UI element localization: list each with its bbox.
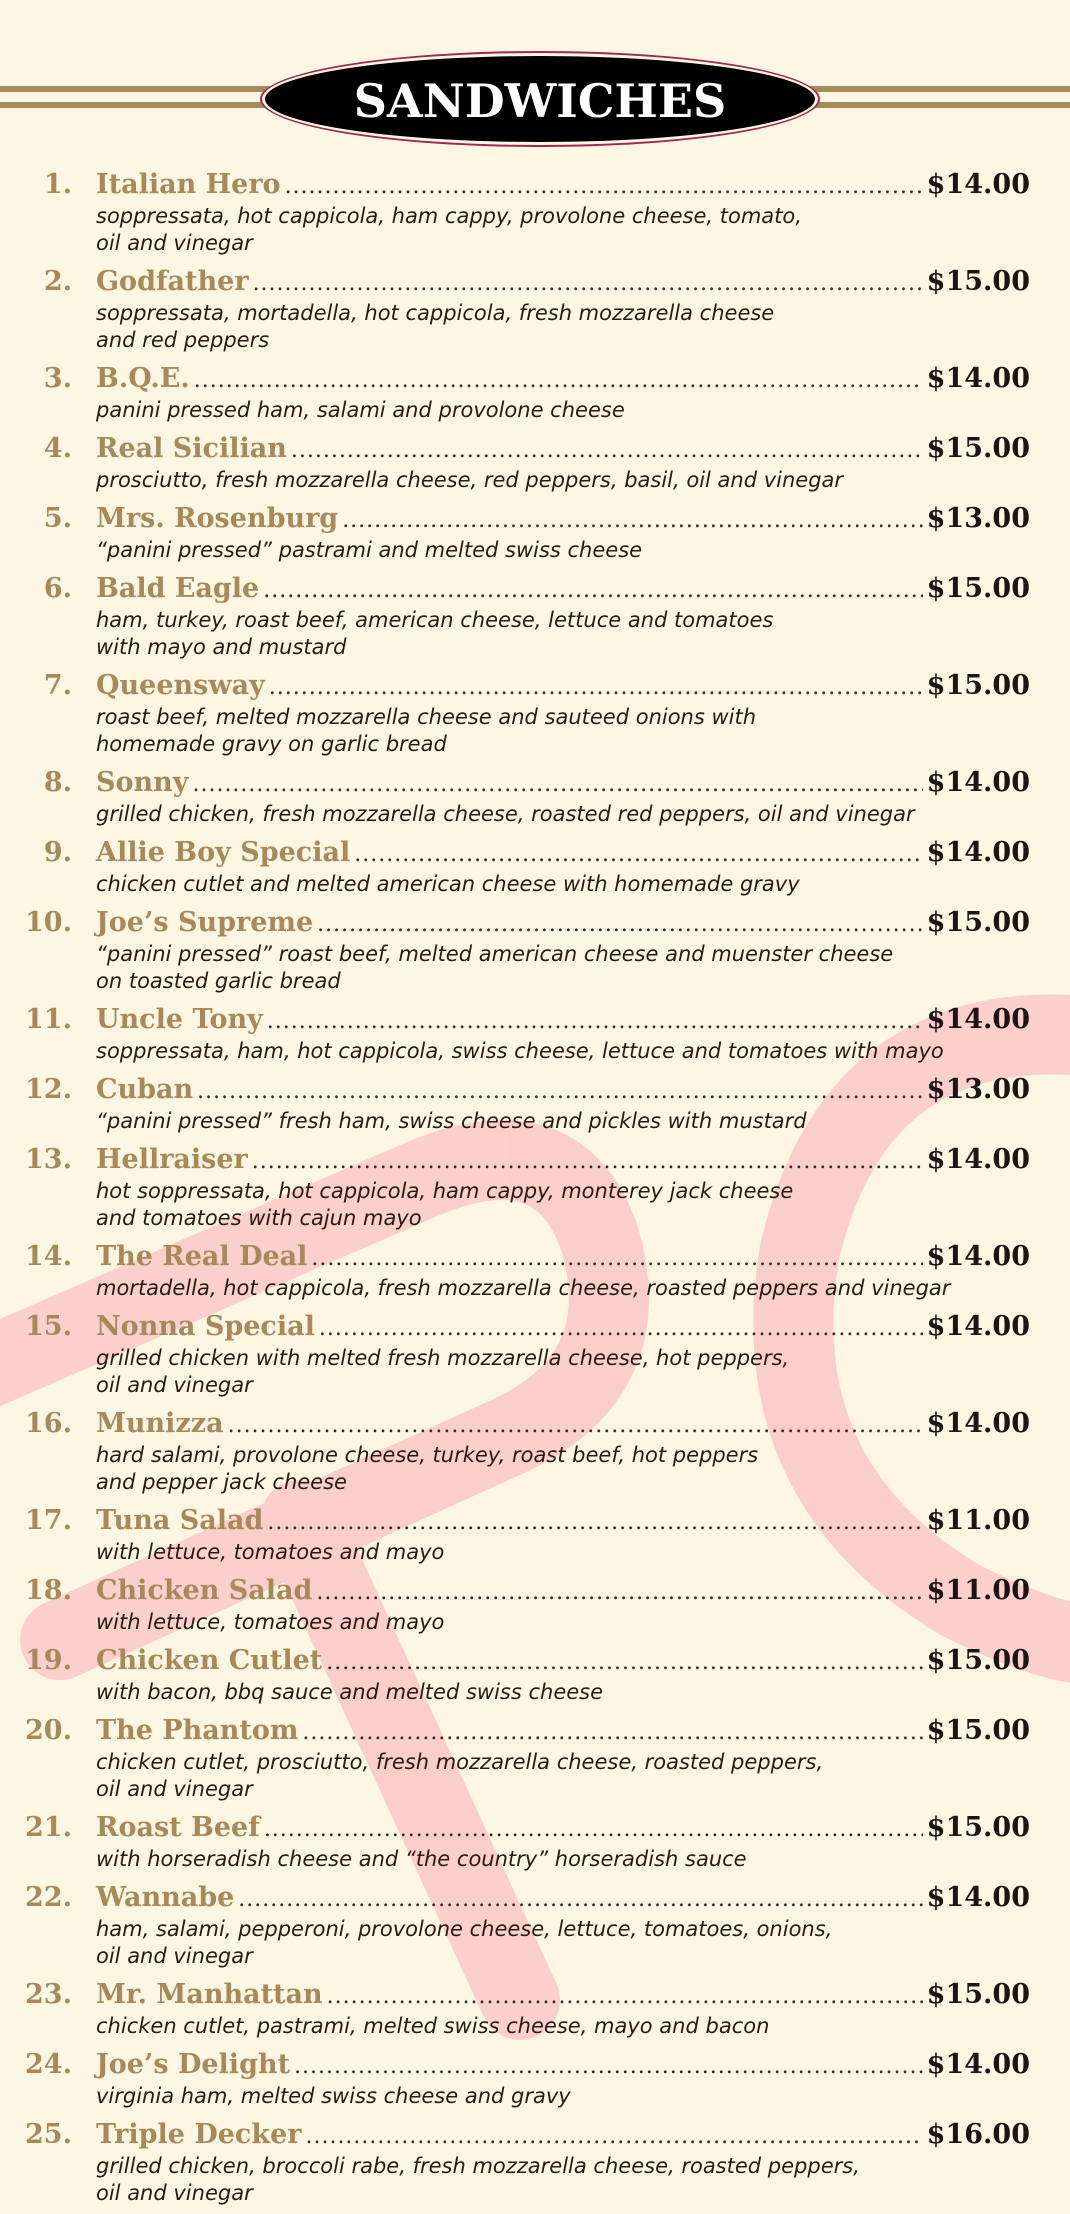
item-price: $14.00 [926, 1311, 1030, 1342]
item-header-row [96, 1239, 1030, 1275]
item-header-row [96, 1713, 1030, 1749]
dot-leader [192, 767, 922, 803]
item-price: $14.00 [926, 1408, 1030, 1439]
item-number: 18. [25, 1575, 72, 1606]
item-price: $15.00 [926, 1812, 1030, 1843]
item-description: chicken cutlet, pastrami, melted swiss cheese, mayo and bacon [96, 2014, 770, 2038]
item-price: $11.00 [926, 1575, 1030, 1606]
menu-item [0, 1142, 1030, 1232]
item-price: $15.00 [926, 670, 1030, 701]
item-name: Tuna Salad [96, 1505, 264, 1536]
item-description: roast beef, melted mozzarella cheese and sauteed onions with homemade gravy on garlic bread [96, 705, 757, 756]
item-price: $13.00 [926, 503, 1030, 534]
dot-leader [238, 1882, 922, 1918]
menu-item [0, 1309, 1030, 1399]
item-description: soppressata, hot cappicola, ham cappy, provolone cheese, tomato, oil and vinegar [96, 204, 802, 255]
item-header-row [96, 1142, 1030, 1178]
item-header-row [96, 264, 1030, 300]
dot-leader [319, 1311, 923, 1347]
item-price: $15.00 [926, 1645, 1030, 1676]
item-number: 14. [25, 1241, 72, 1272]
item-price: $15.00 [926, 266, 1030, 297]
dot-leader [194, 363, 923, 399]
item-number: 20. [25, 1715, 72, 1746]
dot-leader [327, 1979, 923, 2015]
item-price: $16.00 [926, 2119, 1030, 2150]
item-description: with bacon, bbq sauce and melted swiss cheese [96, 1680, 604, 1704]
item-description: chicken cutlet and melted american cheese with homemade gravy [96, 872, 800, 896]
item-description: mortadella, hot cappicola, fresh mozzarella cheese, roasted peppers and vinegar [96, 1276, 951, 1300]
item-name: The Phantom [96, 1715, 299, 1746]
item-price: $14.00 [926, 1144, 1030, 1175]
item-number: 10. [25, 907, 72, 938]
item-description: grilled chicken with melted fresh mozzarella cheese, hot peppers, oil and vinegar [96, 1346, 790, 1397]
item-description: with horseradish cheese and “the country” horseradish sauce [96, 1847, 747, 1871]
item-number: 16. [25, 1408, 72, 1439]
item-number: 24. [25, 2049, 72, 2080]
item-price: $14.00 [926, 2049, 1030, 2080]
dot-leader [354, 837, 922, 873]
item-number: 5. [43, 503, 72, 534]
menu-item [0, 1503, 1030, 1566]
menu-item [0, 501, 1030, 564]
item-description: grilled chicken, fresh mozzarella cheese, roasted red peppers, oil and vinegar [96, 802, 915, 826]
item-price: $15.00 [926, 907, 1030, 938]
item-price: $15.00 [926, 433, 1030, 464]
item-description: with lettuce, tomatoes and mayo [96, 1610, 445, 1634]
item-description: prosciutto, fresh mozzarella cheese, red peppers, basil, oil and vinegar [96, 468, 844, 492]
item-number: 6. [43, 573, 72, 604]
item-name: Nonna Special [96, 1311, 315, 1342]
dot-leader [311, 1241, 922, 1277]
menu-item [0, 361, 1030, 424]
item-number: 21. [25, 1812, 72, 1843]
item-name: Allie Boy Special [96, 837, 351, 868]
item-number: 17. [25, 1505, 72, 1536]
item-name: Joe’s Supreme [96, 907, 314, 938]
item-name: Triple Decker [96, 2119, 302, 2150]
item-description: chicken cutlet, prosciutto, fresh mozzarella cheese, roasted peppers, oil and vinegar [96, 1750, 824, 1801]
item-header-row [96, 431, 1030, 467]
menu-item [0, 1713, 1030, 1803]
item-price: $13.00 [926, 1074, 1030, 1105]
menu-item [0, 167, 1030, 257]
item-description: ham, salami, pepperoni, provolone cheese, lettuce, tomatoes, onions, oil and vinegar [96, 1917, 833, 1968]
item-number: 25. [25, 2119, 72, 2150]
item-number: 23. [25, 1979, 72, 2010]
item-number: 12. [25, 1074, 72, 1105]
menu-item [0, 2047, 1030, 2110]
item-description: soppressata, ham, hot cappicola, swiss cheese, lettuce and tomatoes with mayo [96, 1039, 944, 1063]
item-header-row [96, 361, 1030, 397]
item-number: 8. [43, 767, 72, 798]
item-number: 9. [43, 837, 72, 868]
item-header-row [96, 1309, 1030, 1345]
item-description: virginia ham, melted swiss cheese and gravy [96, 2084, 571, 2108]
item-header-row [96, 1643, 1030, 1679]
dot-leader [294, 2049, 923, 2085]
dot-leader [291, 433, 923, 469]
dot-leader [302, 1715, 922, 1751]
dot-leader [305, 2119, 922, 2155]
section-title: SANDWICHES [353, 74, 727, 128]
item-header-row [96, 2117, 1030, 2153]
item-number: 3. [43, 363, 72, 394]
item-name: Hellraiser [96, 1144, 248, 1175]
item-header-row [96, 905, 1030, 941]
menu-item [0, 1573, 1030, 1636]
item-name: Roast Beef [96, 1812, 260, 1843]
item-name: Italian Hero [96, 169, 281, 200]
dot-leader [269, 670, 923, 706]
dot-leader [267, 1004, 923, 1040]
menu-item [0, 905, 1030, 995]
item-description: “panini pressed” pastrami and melted swiss cheese [96, 538, 643, 562]
item-number: 1. [43, 169, 72, 200]
item-description: hot soppressata, hot cappicola, ham cappy, monterey jack cheese and tomatoes with cajun mayo [96, 1179, 794, 1230]
dot-leader [253, 266, 923, 302]
item-header-row [96, 1573, 1030, 1609]
item-number: 7. [43, 670, 72, 701]
item-description: grilled chicken, broccoli rabe, fresh mozzarella cheese, roasted peppers, oil and vinegar [96, 2154, 860, 2205]
dot-leader [342, 503, 922, 539]
item-name: Joe’s Delight [96, 2049, 291, 2080]
item-header-row [96, 2047, 1030, 2083]
item-name: Chicken Salad [96, 1575, 313, 1606]
item-price: $15.00 [926, 1715, 1030, 1746]
menu-item [0, 1002, 1030, 1065]
item-header-row [96, 501, 1030, 537]
menu-item [0, 1810, 1030, 1873]
dot-leader [228, 1408, 923, 1444]
menu-item [0, 1239, 1030, 1302]
menu-item [0, 1977, 1030, 2040]
dot-leader [316, 1575, 922, 1611]
item-header-row [96, 1072, 1030, 1108]
item-name: Sonny [96, 767, 189, 798]
item-number: 19. [25, 1645, 72, 1676]
item-number: 13. [25, 1144, 72, 1175]
item-description: “panini pressed” roast beef, melted american cheese and muenster cheese on toasted garlic bread [96, 942, 894, 993]
item-name: Queensway [96, 670, 265, 701]
item-name: The Real Deal [96, 1241, 308, 1272]
dot-leader [197, 1074, 923, 1110]
item-price: $14.00 [926, 363, 1030, 394]
item-price: $11.00 [926, 1505, 1030, 1536]
item-header-row [96, 1810, 1030, 1846]
menu-item [0, 668, 1030, 758]
item-header-row [96, 167, 1030, 203]
item-number: 2. [43, 266, 72, 297]
item-name: Godfather [96, 266, 249, 297]
item-name: B.Q.E. [96, 363, 190, 394]
item-number: 15. [25, 1311, 72, 1342]
dot-leader [317, 907, 923, 943]
item-price: $14.00 [926, 1004, 1030, 1035]
item-name: Munizza [96, 1408, 224, 1439]
item-name: Wannabe [96, 1882, 235, 1913]
item-name: Cuban [96, 1074, 194, 1105]
item-name: Real Sicilian [96, 433, 287, 464]
item-header-row [96, 1406, 1030, 1442]
menu-item [0, 1406, 1030, 1496]
item-description: with lettuce, tomatoes and mayo [96, 1540, 445, 1564]
item-name: Uncle Tony [96, 1004, 263, 1035]
menu-list [0, 167, 1070, 2214]
menu-item [0, 1880, 1030, 1970]
item-header-row [96, 1002, 1030, 1038]
dot-leader [263, 573, 922, 609]
item-header-row [96, 1977, 1030, 2013]
item-description: “panini pressed” fresh ham, swiss cheese and pickles with mustard [96, 1109, 807, 1133]
menu-item [0, 835, 1030, 898]
menu-item [0, 765, 1030, 828]
menu-item [0, 1643, 1030, 1706]
dot-leader [267, 1505, 922, 1541]
item-number: 22. [25, 1882, 72, 1913]
item-name: Chicken Cutlet [96, 1645, 323, 1676]
item-header-row [96, 571, 1030, 607]
item-price: $15.00 [926, 1979, 1030, 2010]
dot-leader [252, 1144, 923, 1180]
item-description: ham, turkey, roast beef, american cheese, lettuce and tomatoes with mayo and mustard [96, 608, 774, 659]
item-description: hard salami, provolone cheese, turkey, roast beef, hot peppers and pepper jack cheese [96, 1443, 759, 1494]
item-price: $14.00 [926, 767, 1030, 798]
item-header-row [96, 668, 1030, 704]
menu-item [0, 431, 1030, 494]
item-header-row [96, 765, 1030, 801]
item-description: panini pressed ham, salami and provolone cheese [96, 398, 625, 422]
item-price: $15.00 [926, 573, 1030, 604]
item-price: $14.00 [926, 1882, 1030, 1913]
menu-item [0, 2117, 1030, 2207]
item-price: $14.00 [926, 169, 1030, 200]
item-header-row [96, 1880, 1030, 1916]
dot-leader [285, 169, 923, 205]
section-header [0, 56, 1070, 142]
item-price: $14.00 [926, 1241, 1030, 1272]
menu-item [0, 1072, 1030, 1135]
item-price: $14.00 [926, 837, 1030, 868]
item-description: soppressata, mortadella, hot cappicola, fresh mozzarella cheese and red peppers [96, 301, 775, 352]
menu-item [0, 264, 1030, 354]
item-number: 4. [43, 433, 72, 464]
item-header-row [96, 1503, 1030, 1539]
item-header-row [96, 835, 1030, 871]
menu-item [0, 571, 1030, 661]
item-name: Bald Eagle [96, 573, 260, 604]
item-name: Mrs. Rosenburg [96, 503, 339, 534]
dot-leader [264, 1812, 923, 1848]
item-number: 11. [25, 1004, 72, 1035]
dot-leader [326, 1645, 922, 1681]
item-name: Mr. Manhattan [96, 1979, 323, 2010]
